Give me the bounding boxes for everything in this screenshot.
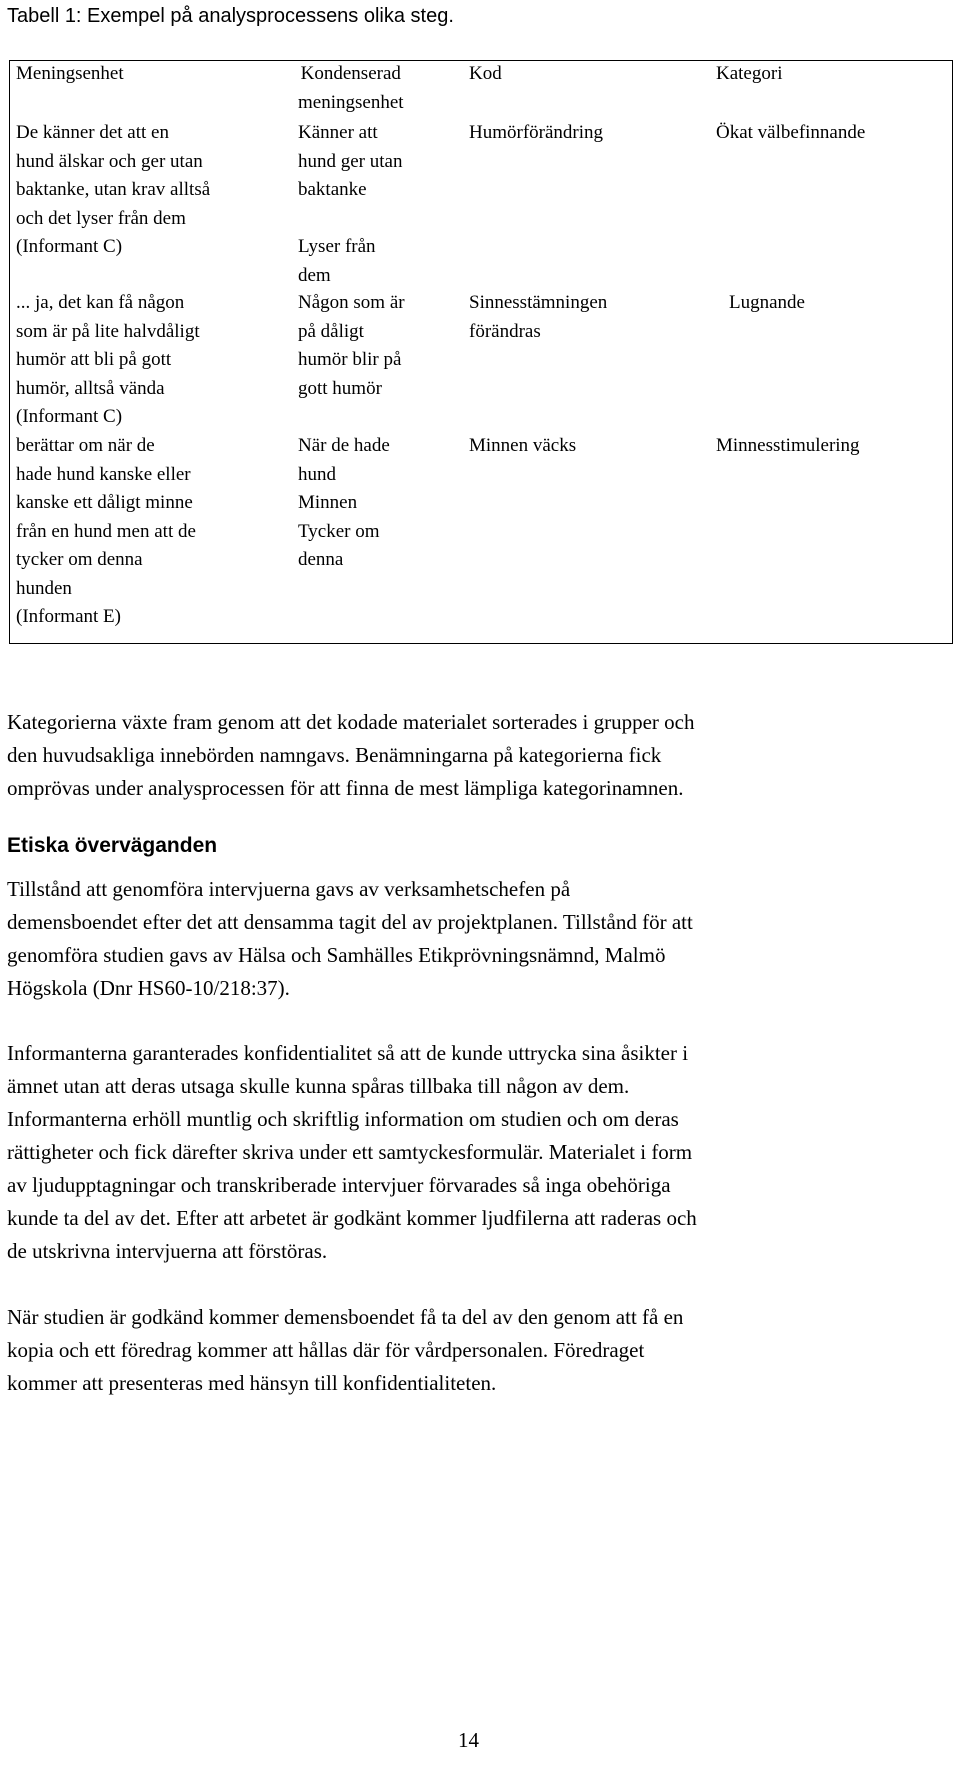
paragraph-permission-line: demensboendet efter det att densamma tagit del av projektplanen. Tillstånd för att bbox=[7, 910, 693, 934]
row1-meaning: De känner det att en hund älskar och ger utan baktanke, utan krav alltså och det lyser från dem (Informant C) bbox=[16, 122, 211, 257]
paragraph-confidentiality-line: Informanterna erhöll muntlig och skriftlig information om studien och om deras bbox=[7, 1107, 679, 1131]
row3-category: Minnesstimulering bbox=[716, 435, 860, 456]
paragraph-categories-line: Kategorierna växte fram genom att det kodade materialet sorterades i grupper och bbox=[7, 710, 695, 734]
paragraph-confidentiality-line: ämnet utan att deras utsaga skulle kunna spåras tillbaka till någon av dem. bbox=[7, 1074, 630, 1098]
row2-code: Sinnesstämningen förändras bbox=[469, 292, 608, 342]
paragraph-confidentiality-line: av ljudupptagningar och transkriberade intervjuer förvarades så inga obehöriga bbox=[7, 1173, 671, 1197]
row3-condensed: När de hade hund Minnen Tycker om denna bbox=[298, 435, 390, 570]
header-code: Kod bbox=[469, 63, 502, 84]
row2-category: Lugnande bbox=[729, 292, 805, 313]
table-caption: Tabell 1: Exempel på analysprocessens olika steg. bbox=[7, 5, 454, 27]
paragraph-permission-line: genomföra studien gavs av Hälsa och Samhälles Etikprövningsnämnd, Malmö bbox=[7, 943, 666, 967]
row3-meaning: berättar om när de hade hund kanske eller kanske ett dåligt minne från en hund men att de tycker om denna hunden (Informant E) bbox=[16, 435, 196, 627]
paragraph-permission-line: Högskola (Dnr HS60-10/218:37). bbox=[7, 976, 290, 1000]
paragraph-presentation-line: kopia och ett föredrag kommer att hållas där för vårdpersonalen. Föredraget bbox=[7, 1338, 645, 1362]
header-meaning: Meningsenhet bbox=[16, 63, 124, 84]
row2-condensed: Någon som är på dåligt humör blir på gott humör bbox=[298, 292, 405, 399]
paragraph-confidentiality-line: de utskrivna intervjuerna att förstöras. bbox=[7, 1239, 328, 1263]
paragraph-confidentiality-line: Informanterna garanterades konfidentialitet så att de kunde uttrycka sina åsikter i bbox=[7, 1041, 689, 1065]
paragraph-confidentiality-line: rättigheter och fick därefter skriva under ett samtyckesformulär. Materialet i form bbox=[7, 1140, 693, 1164]
row1-code: Humörförändring bbox=[469, 122, 604, 143]
row2-meaning: ... ja, det kan få någon som är på lite halvdåligt humör att bli på gott humör, alltså vända (Informant C) bbox=[16, 292, 200, 427]
row3-code: Minnen väcks bbox=[469, 435, 577, 456]
row1-condensed: Känner att hund ger utan baktanke Lyser från dem bbox=[298, 122, 403, 286]
paragraph-presentation-line: kommer att presenteras med hänsyn till konfidentialiteten. bbox=[7, 1371, 497, 1395]
row1-category: Ökat välbefinnande bbox=[716, 122, 866, 143]
paragraph-confidentiality-line: kunde ta del av det. Efter att arbetet är godkänt kommer ljudfilerna att raderas och bbox=[7, 1206, 697, 1230]
section-heading-ethics: Etiska överväganden bbox=[7, 834, 218, 857]
paragraph-permission-line: Tillstånd att genomföra intervjuerna gavs av verksamhetschefen på bbox=[7, 877, 571, 901]
page-number: 14 bbox=[458, 1728, 479, 1752]
paragraph-categories-line: den huvudsakliga innebörden namngavs. Benämningarna på kategorierna fick bbox=[7, 743, 662, 767]
header-condensed: Kondenserad meningsenhet bbox=[298, 63, 404, 113]
paragraph-categories-line: omprövas under analysprocessen för att finna de mest lämpliga kategorinamnen. bbox=[7, 776, 684, 800]
paragraph-presentation-line: När studien är godkänd kommer demensboendet få ta del av den genom att få en bbox=[7, 1305, 684, 1329]
header-category: Kategori bbox=[716, 63, 783, 84]
